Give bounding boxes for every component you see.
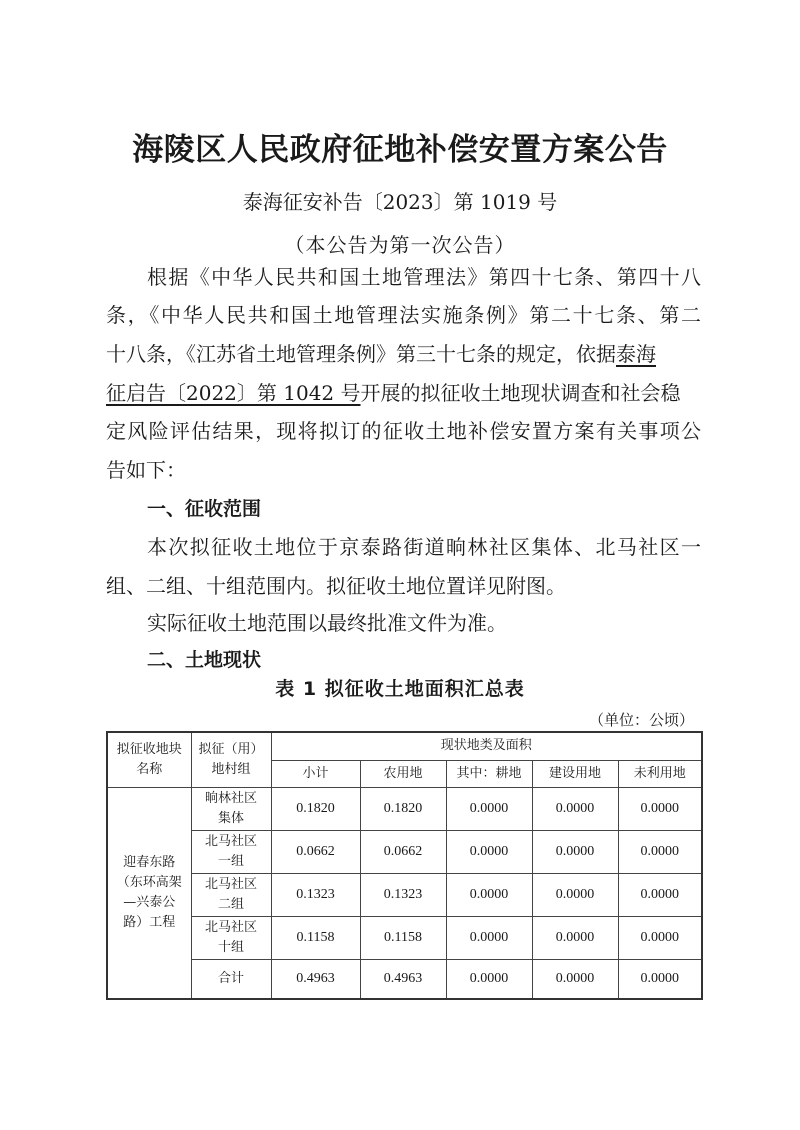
paragraph-line: 告如下：	[106, 458, 186, 482]
village-cell: 晌林社区 集体	[191, 787, 271, 830]
unused-cell: 0.0000	[618, 830, 702, 873]
paragraph-line: 定风险评估结果，现将拟订的征收土地补偿安置方案有关事项公	[106, 419, 701, 443]
agri-cell: 0.1820	[360, 787, 446, 830]
table-row	[107, 787, 702, 830]
arable-cell: 0.0000	[446, 830, 532, 873]
agri-cell: 0.1158	[360, 916, 446, 959]
paragraph-text: 开展的拟征收土地现状调查和社会稳	[360, 381, 681, 405]
construction-cell: 0.0000	[532, 959, 618, 999]
header-agricultural: 农用地	[360, 760, 446, 787]
subtotal-cell: 0.0662	[271, 830, 360, 873]
table-total-row	[107, 959, 702, 999]
header-construction: 建设用地	[532, 760, 618, 787]
village-cell: 北马社区 二组	[191, 873, 271, 916]
arable-cell: 0.0000	[446, 873, 532, 916]
construction-cell: 0.0000	[532, 873, 618, 916]
header-arable: 其中：耕地	[446, 760, 532, 787]
table-row	[107, 830, 702, 873]
village-cell: 北马社区 十组	[191, 916, 271, 959]
paragraph-line: 本次拟征收土地位于京泰路街道晌林社区集体、北马社区一	[147, 535, 701, 559]
document-number: 泰海征安补告〔2023〕第 1019 号	[242, 190, 558, 214]
arable-cell: 0.0000	[446, 787, 532, 830]
unused-cell: 0.0000	[618, 959, 702, 999]
arable-cell: 0.0000	[446, 916, 532, 959]
construction-cell: 0.0000	[532, 830, 618, 873]
section-heading: 一、征收范围	[147, 498, 262, 520]
agri-cell: 0.4963	[360, 959, 446, 999]
agri-cell: 0.0662	[360, 830, 446, 873]
table-unit: （单位：公顷）	[588, 711, 694, 729]
agri-cell: 0.1323	[360, 873, 446, 916]
unused-cell: 0.0000	[618, 916, 702, 959]
announcement-note: （本公告为第一次公告）	[284, 233, 516, 257]
land-area-table	[106, 731, 703, 1000]
project-name-cell: 迎春东路 （东环高架 —兴泰公 路）工程	[107, 787, 191, 999]
subtotal-cell: 0.4963	[271, 959, 360, 999]
total-label-cell: 合计	[191, 959, 271, 999]
construction-cell: 0.0000	[532, 916, 618, 959]
unused-cell: 0.0000	[618, 873, 702, 916]
reference-link[interactable]: 泰海	[616, 342, 656, 366]
village-cell: 北马社区 一组	[191, 830, 271, 873]
table-row	[107, 916, 702, 959]
construction-cell: 0.0000	[532, 787, 618, 830]
paragraph-line: 实际征收土地范围以最终批准文件为准。	[147, 611, 507, 635]
header-unused: 未利用地	[618, 760, 702, 787]
subtotal-cell: 0.1158	[271, 916, 360, 959]
reference-link[interactable]: 征启告〔2022〕第 1042 号	[106, 381, 361, 405]
paragraph-line	[106, 339, 701, 369]
section-heading: 二、土地现状	[147, 649, 262, 671]
paragraph-text: 十八条，《江苏省土地管理条例》第三十七条的规定，依据	[106, 342, 616, 366]
subtotal-cell: 0.1323	[271, 873, 360, 916]
unused-cell: 0.0000	[618, 787, 702, 830]
paragraph-line: 组、二组、十组范围内。拟征收土地位置详见附图。	[106, 574, 566, 598]
subtotal-cell: 0.1820	[271, 787, 360, 830]
table-caption: 表 1 拟征收土地面积汇总表	[275, 678, 525, 700]
document-title: 海陵区人民政府征地补偿安置方案公告	[132, 132, 668, 168]
header-land-status: 现状地类及面积	[271, 732, 702, 760]
header-subtotal: 小计	[271, 760, 360, 787]
header-block-name: 拟征收地块 名称	[107, 732, 191, 787]
paragraph-line: 条，《中华人民共和国土地管理法实施条例》第二十七条、第二	[106, 303, 701, 327]
paragraph-line: 根据《中华人民共和国土地管理法》第四十七条、第四十八	[147, 265, 701, 289]
paragraph-line	[106, 378, 701, 408]
table-row	[107, 873, 702, 916]
header-village-group: 拟征（用） 地村组	[191, 732, 271, 787]
arable-cell: 0.0000	[446, 959, 532, 999]
